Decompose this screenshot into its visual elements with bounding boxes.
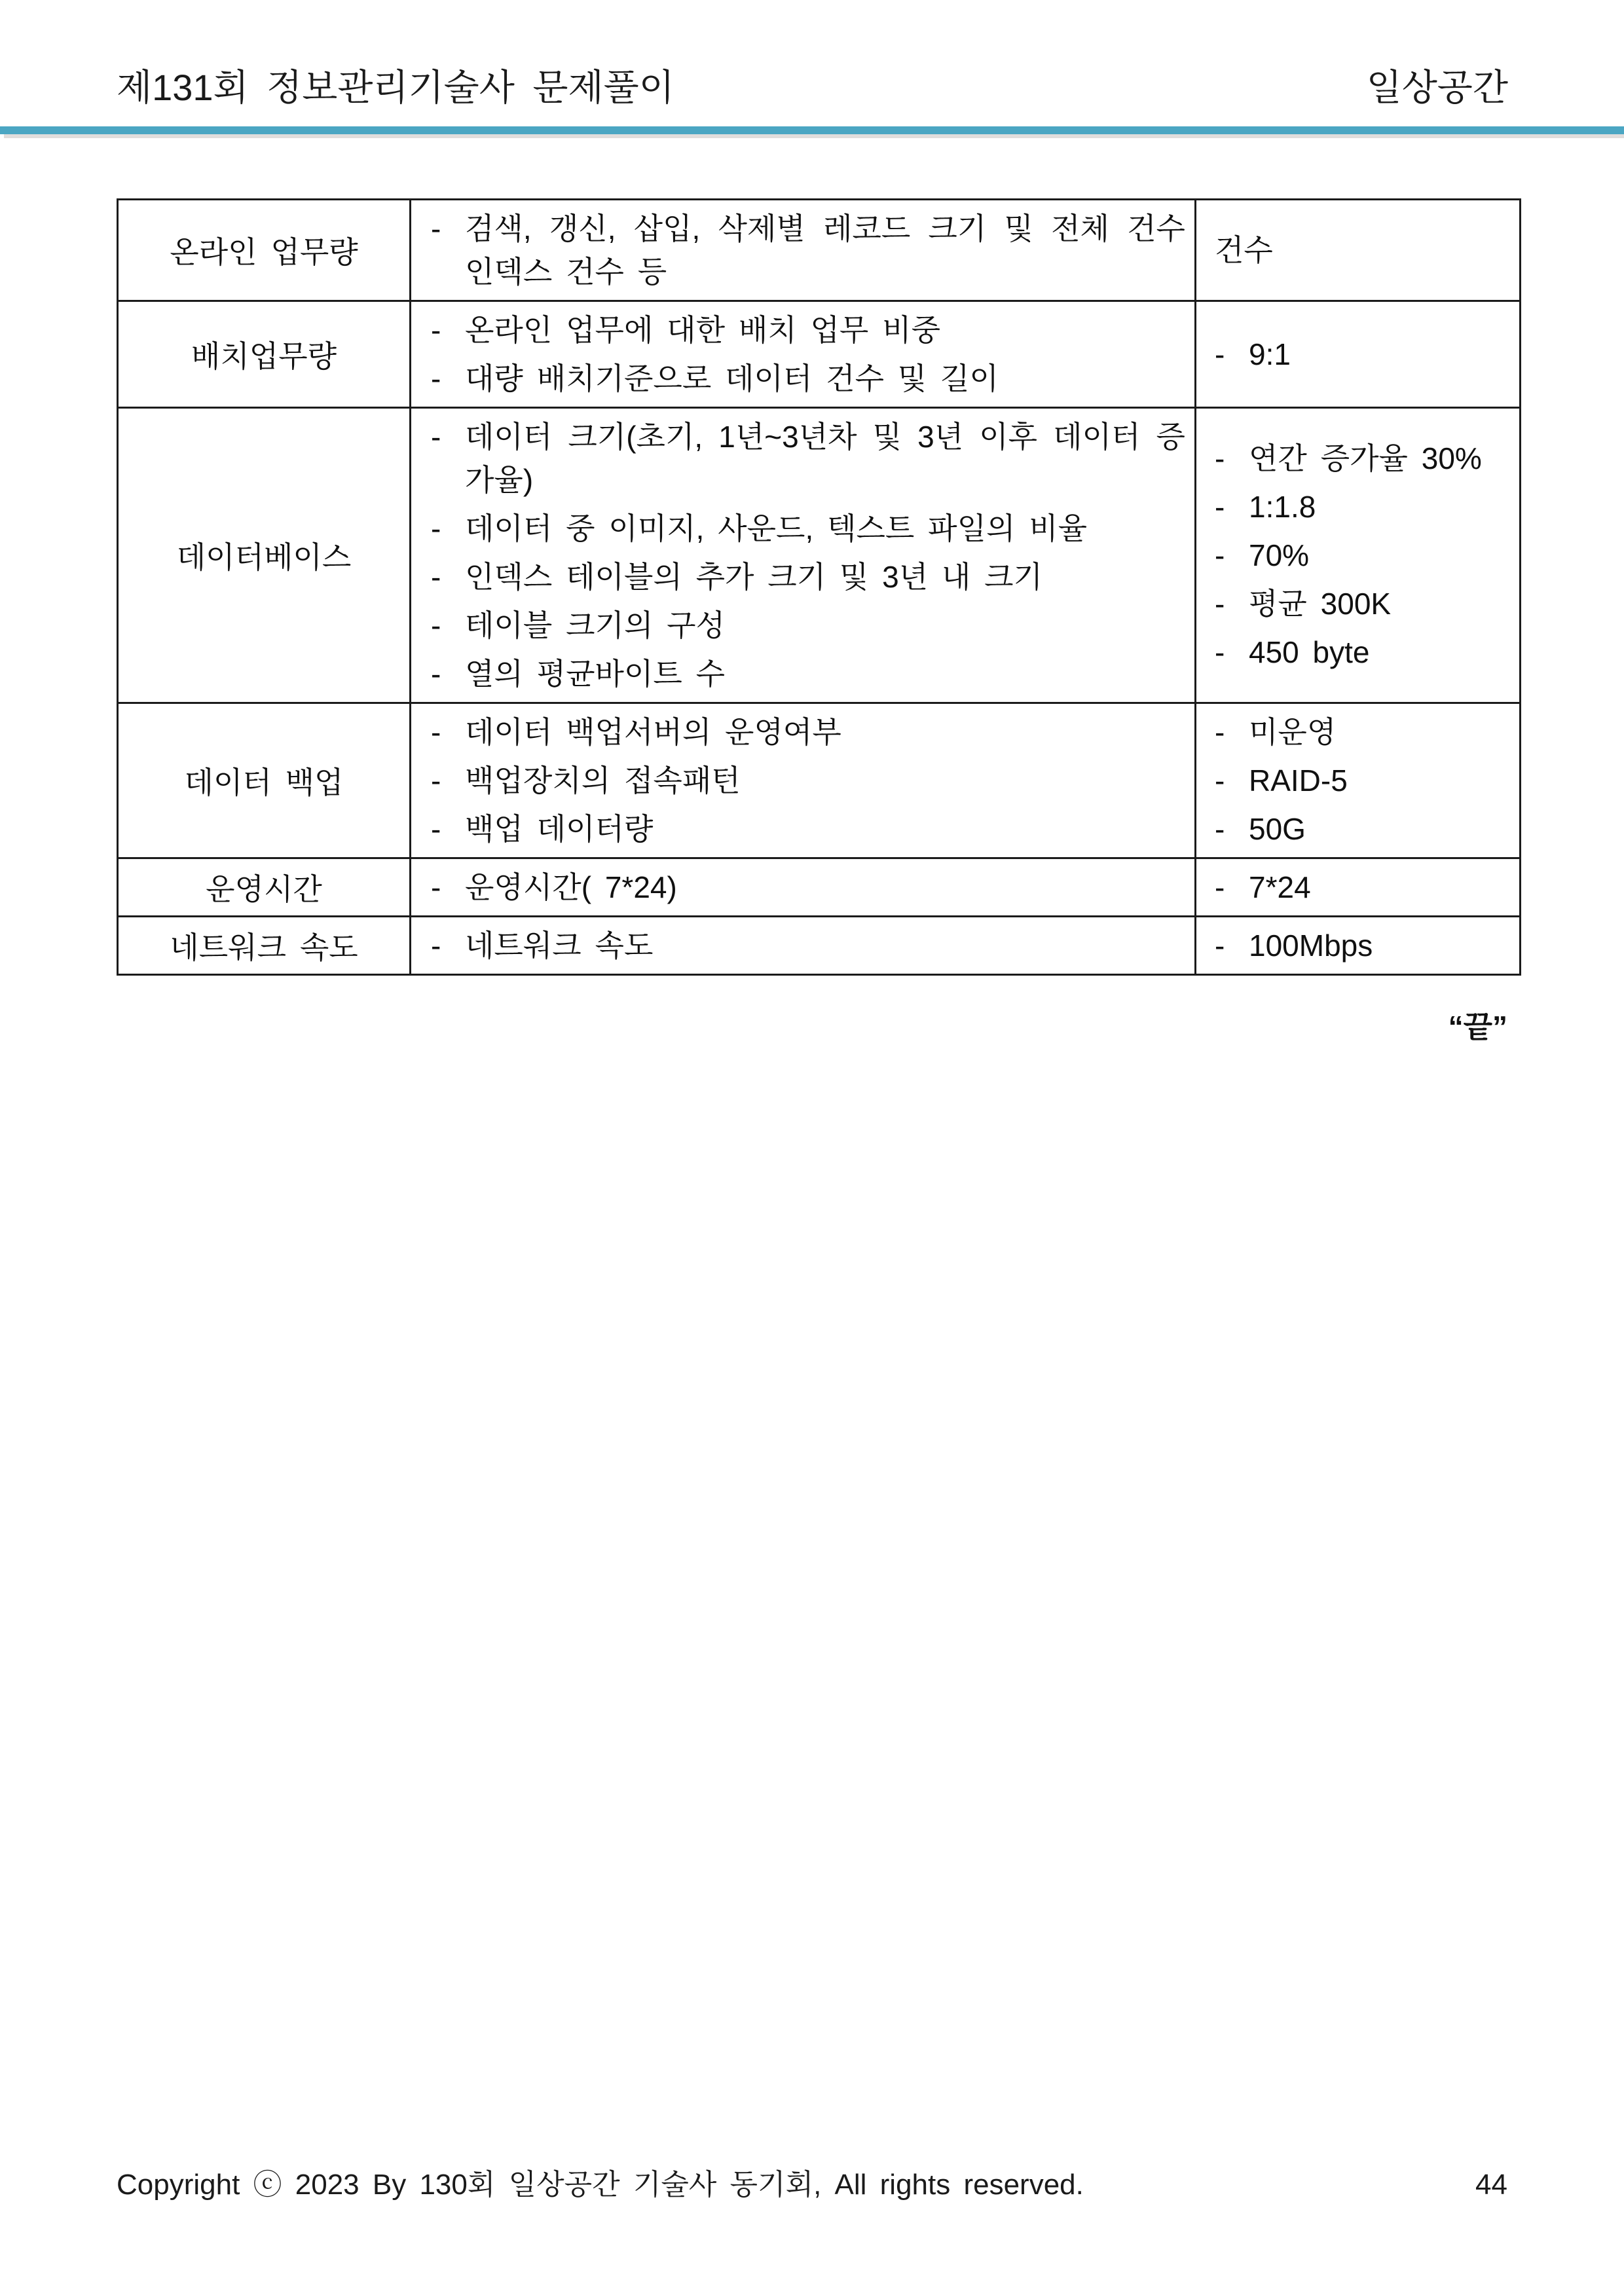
table-row (118, 408, 1521, 703)
list-item (1215, 333, 1513, 376)
list-item (1215, 807, 1513, 851)
criteria-text: 백업장치의 접속패턴 (465, 763, 741, 798)
bullet-dash: - (431, 928, 441, 963)
bullet-dash: - (1215, 715, 1225, 749)
list-item (1215, 534, 1513, 577)
bullet-dash: - (431, 560, 441, 594)
list-item (431, 866, 1185, 909)
criteria-text: 열의 평균바이트 수 (465, 657, 726, 691)
bullet-dash: - (431, 812, 441, 846)
value-text: 7*24 (1249, 870, 1311, 904)
table-row (118, 858, 1521, 917)
table-row (118, 301, 1521, 408)
header-rule-shadow (4, 134, 1624, 138)
value-cell (1196, 200, 1521, 301)
page-header (117, 68, 1508, 107)
value-text: RAID-5 (1249, 763, 1348, 798)
list-item (1215, 582, 1513, 625)
list-item (431, 357, 1185, 400)
criteria-text: 운영시간( 7*24) (465, 870, 677, 904)
bullet-dash: - (1215, 928, 1225, 963)
value-text: 평균 300K (1249, 587, 1392, 621)
value-cell (1196, 858, 1521, 917)
bullet-dash: - (431, 361, 441, 395)
bullet-dash: - (1215, 441, 1225, 475)
value-text: 건수 (1215, 233, 1273, 267)
list-item (431, 415, 1185, 502)
row-label: 데이터 백업 (118, 703, 411, 858)
bullet-dash: - (431, 657, 441, 691)
criteria-text: 온라인 업무에 대한 배치 업무 비중 (465, 313, 941, 347)
bullet-dash: - (1215, 763, 1225, 798)
bullet-dash: - (1215, 538, 1225, 572)
row-label: 운영시간 (118, 858, 411, 917)
criteria-cell (411, 858, 1196, 917)
spec-table (117, 198, 1521, 976)
page-footer (117, 2169, 1507, 2201)
criteria-cell (411, 703, 1196, 858)
header-title: 제131회 정보관리기술사 문제풀이 (117, 67, 674, 108)
list-item (1215, 229, 1513, 272)
criteria-text: 데이터 중 이미지, 사운드, 텍스트 파일의 비율 (465, 511, 1088, 545)
bullet-dash: - (431, 211, 441, 246)
value-text: 9:1 (1249, 337, 1291, 371)
bullet-dash: - (431, 511, 441, 545)
row-label: 데이터베이스 (118, 408, 411, 703)
criteria-cell (411, 200, 1196, 301)
end-mark: “끝” (1448, 1010, 1507, 1044)
list-item (431, 924, 1185, 967)
criteria-cell (411, 408, 1196, 703)
value-cell (1196, 408, 1521, 703)
list-item (431, 308, 1185, 352)
bullet-dash: - (1215, 490, 1225, 524)
bullet-dash: - (431, 715, 441, 749)
criteria-text: 데이터 백업서버의 운영여부 (465, 715, 841, 749)
criteria-text: 테이블 크기의 구성 (465, 608, 726, 642)
row-label: 네트워크 속도 (118, 917, 411, 975)
list-item (1215, 866, 1513, 909)
value-text: 100Mbps (1249, 928, 1373, 963)
list-item (1215, 759, 1513, 802)
bullet-dash: - (1215, 635, 1225, 669)
value-cell (1196, 703, 1521, 858)
bullet-dash: - (1215, 812, 1225, 846)
list-item (1215, 485, 1513, 528)
criteria-text: 인덱스 테이블의 추가 크기 및 3년 내 크기 (465, 560, 1043, 594)
value-text: 450 byte (1249, 635, 1370, 669)
copyright-text: Copyright ⓒ 2023 By 130회 일상공간 기술사 동기회, All rights reserved. (117, 2169, 1084, 2201)
header-rule (0, 126, 1624, 134)
list-item (431, 807, 1185, 851)
value-text: 1:1.8 (1249, 490, 1316, 524)
list-item (1215, 437, 1513, 480)
list-item (431, 207, 1185, 293)
bullet-dash: - (431, 420, 441, 454)
criteria-text: 백업 데이터량 (465, 812, 654, 846)
list-item (431, 759, 1185, 802)
bullet-dash: - (431, 608, 441, 642)
value-cell (1196, 917, 1521, 975)
value-text: 70% (1249, 538, 1310, 572)
page-number: 44 (1475, 2169, 1507, 2201)
list-item (1215, 924, 1513, 967)
value-text: 연간 증가율 30% (1249, 441, 1482, 475)
list-item (431, 710, 1185, 754)
table-row (118, 703, 1521, 858)
bullet-dash: - (431, 870, 441, 904)
criteria-text: 검색, 갱신, 삽입, 삭제별 레코드 크기 및 전체 건수 인덱스 건수 등 (465, 211, 1185, 289)
bullet-dash: - (431, 763, 441, 798)
value-text: 미운영 (1249, 715, 1337, 749)
list-item (431, 507, 1185, 550)
bullet-dash: - (431, 313, 441, 347)
list-item (431, 604, 1185, 647)
list-item (431, 652, 1185, 695)
value-cell (1196, 301, 1521, 408)
value-text: 50G (1249, 812, 1306, 846)
criteria-text: 네트워크 속도 (465, 928, 654, 963)
list-item (431, 555, 1185, 598)
bullet-dash: - (1215, 870, 1225, 904)
table-row (118, 200, 1521, 301)
row-label: 배치업무량 (118, 301, 411, 408)
list-item (1215, 710, 1513, 754)
bullet-dash: - (1215, 337, 1225, 371)
criteria-text: 데이터 크기(초기, 1년~3년차 및 3년 이후 데이터 증가율) (465, 420, 1185, 497)
table-row (118, 917, 1521, 975)
bullet-dash: - (1215, 587, 1225, 621)
header-brand: 일상공간 (1366, 67, 1508, 108)
criteria-cell (411, 301, 1196, 408)
row-label: 온라인 업무량 (118, 200, 411, 301)
list-item (1215, 631, 1513, 674)
criteria-cell (411, 917, 1196, 975)
criteria-text: 대량 배치기준으로 데이터 건수 및 길이 (465, 361, 999, 395)
